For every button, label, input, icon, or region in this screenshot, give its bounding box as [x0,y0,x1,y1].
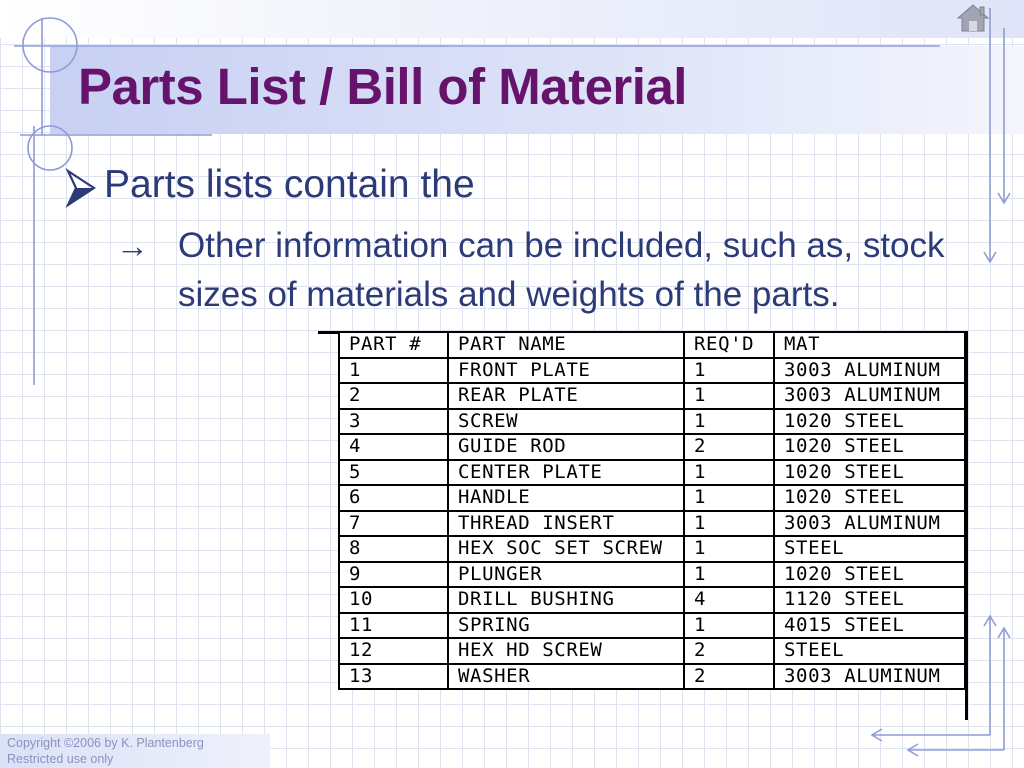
table-row [339,485,965,511]
table-cell: SPRING [448,613,684,639]
table-cell: 10 [339,587,448,613]
bill-of-material-drawing [318,331,968,720]
table-cell: 9 [339,562,448,588]
table-header-row [339,332,965,358]
table-row [339,638,965,664]
table-cell: THREAD INSERT [448,511,684,537]
table-cell: 1 [684,409,774,435]
table-row [339,562,965,588]
table-cell: 1120 STEEL [774,587,965,613]
table-cell: PLUNGER [448,562,684,588]
table-cell: 5 [339,460,448,486]
copyright-notice [0,734,270,768]
bullet-level-1-text: Parts lists contain the [104,163,475,206]
table-cell: 1 [684,536,774,562]
table-row [339,613,965,639]
table-cell: 2 [684,638,774,664]
table-cell: FRONT PLATE [448,358,684,384]
table-cell: SCREW [448,409,684,435]
table-header-cell: PART NAME [448,332,684,358]
table-cell: 4 [684,587,774,613]
table-cell: 4 [339,434,448,460]
table-cell: STEEL [774,638,965,664]
arrow-bullet-icon: → [116,227,149,264]
table-cell: 3003 ALUMINUM [774,383,965,409]
table-cell: 7 [339,511,448,537]
slide-title: Parts List / Bill of Material [78,58,687,115]
table-row [339,358,965,384]
table-cell: 13 [339,664,448,690]
table-cell: 2 [684,664,774,690]
table-cell: STEEL [774,536,965,562]
table-cell: 2 [339,383,448,409]
table-cell: 3003 ALUMINUM [774,664,965,690]
table-cell: 1020 STEEL [774,485,965,511]
table-cell: DRILL BUSHING [448,587,684,613]
table-row [339,460,965,486]
table-cell: 11 [339,613,448,639]
table-cell: 1 [684,358,774,384]
table-header-cell: PART # [339,332,448,358]
table-cell: 6 [339,485,448,511]
table-cell: 12 [339,638,448,664]
parts-list-table [338,331,966,690]
table-row [339,434,965,460]
table-cell: 3003 ALUMINUM [774,358,965,384]
table-cell: GUIDE ROD [448,434,684,460]
table-cell: 1020 STEEL [774,409,965,435]
table-cell: 1 [684,383,774,409]
table-cell: 1 [684,460,774,486]
bullet-level-1 [64,162,475,208]
home-icon[interactable] [956,3,990,33]
table-cell: 1 [684,613,774,639]
table-row [339,409,965,435]
table-cell: 1020 STEEL [774,460,965,486]
table-cell: WASHER [448,664,684,690]
table-cell: 4015 STEEL [774,613,965,639]
table-row [339,511,965,537]
table-row [339,664,965,690]
table-cell: HEX HD SCREW [448,638,684,664]
table-cell: 1020 STEEL [774,434,965,460]
table-cell: HANDLE [448,485,684,511]
table-cell: 1 [684,562,774,588]
table-cell: 3003 ALUMINUM [774,511,965,537]
table-row [339,383,965,409]
table-row [339,587,965,613]
table-cell: 1020 STEEL [774,562,965,588]
table-cell: REAR PLATE [448,383,684,409]
table-cell: 3 [339,409,448,435]
table-cell: 1 [684,511,774,537]
arrowhead-bullet-icon [64,168,104,208]
table-cell: CENTER PLATE [448,460,684,486]
bullet-level-2-text: Other information can be included, such as, stock sizes of materials and weights of the parts. [178,226,945,314]
table-cell: 1 [339,358,448,384]
copyright-line-1: Copyright ©2006 by K. Plantenberg [7,736,204,750]
table-cell: 1 [684,485,774,511]
table-cell: 2 [684,434,774,460]
table-row [339,536,965,562]
table-cell: HEX SOC SET SCREW [448,536,684,562]
table-header-cell: REQ'D [684,332,774,358]
table-cell: 8 [339,536,448,562]
table-header-cell: MAT [774,332,965,358]
copyright-line-2: Restricted use only [7,752,114,766]
